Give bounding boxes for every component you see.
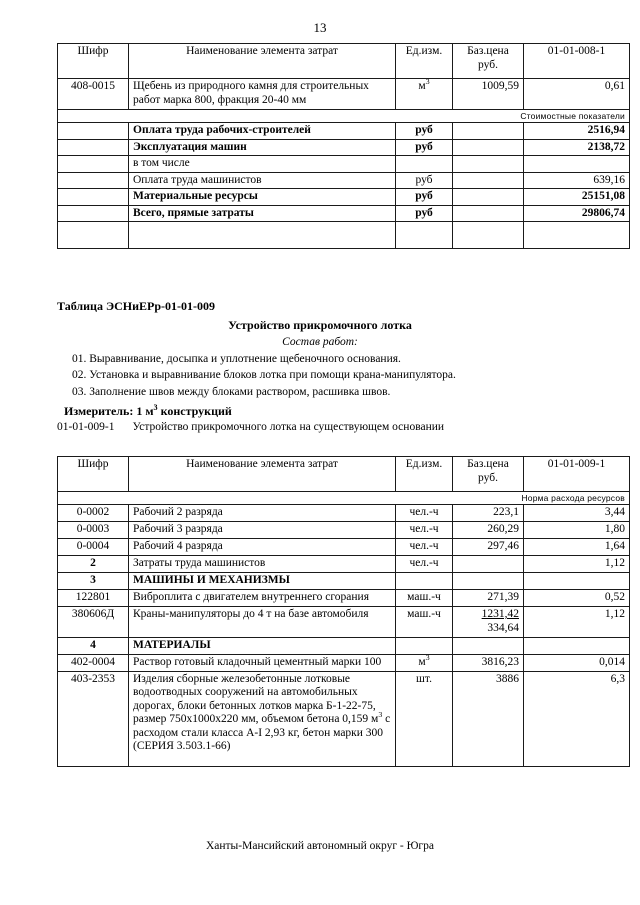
row-value: 0,014: [524, 654, 630, 671]
band-row-cost-indicators: [58, 110, 630, 123]
table-row-group-header: [58, 573, 630, 590]
header-price-line2: руб.: [478, 471, 498, 484]
summary-price: [453, 222, 524, 249]
band-label: Стоимостные показатели: [58, 110, 630, 123]
resources-table-009: [57, 456, 630, 767]
row-name: МАТЕРИАЛЫ: [129, 637, 396, 654]
header-price-line1: Баз.цена: [467, 45, 509, 57]
header-price-line1: Баз.цена: [467, 458, 509, 470]
row-code: 380606Д: [58, 607, 129, 638]
row-price: [453, 573, 524, 590]
header-price: [453, 457, 524, 492]
row-unit: маш.-ч: [396, 590, 453, 607]
row-value: 3,44: [524, 505, 630, 522]
table-009-intro: [0, 300, 640, 434]
summary-row-empty: [58, 222, 630, 249]
summary-row: [58, 172, 630, 189]
row-code: 0-0004: [58, 539, 129, 556]
row-value: 1,12: [524, 556, 630, 573]
row-unit: чел.-ч: [396, 505, 453, 522]
table-row: [58, 671, 630, 766]
summary-value: 2516,94: [524, 123, 630, 140]
row-value: 0,61: [524, 79, 630, 110]
summary-row: [58, 205, 630, 222]
header-code: Шифр: [58, 457, 129, 492]
table-row: [58, 79, 630, 110]
summary-value: [524, 222, 630, 249]
work-item: 02. Установка и выравнивание блоков лотка при помощи крана-манипулятора.: [72, 369, 456, 381]
summary-row: [58, 139, 630, 156]
header-value: 01-01-009-1: [524, 457, 630, 492]
summary-price: [453, 205, 524, 222]
row-name: Краны-манипуляторы до 4 т на базе автомобиля: [129, 607, 396, 638]
table-header-row: [58, 457, 630, 492]
row-price: 271,39: [453, 590, 524, 607]
row-price-secondary: 334,64: [487, 621, 519, 634]
row-code: 2: [58, 556, 129, 573]
row-code: 3: [58, 573, 129, 590]
row-code: 408-0015: [58, 79, 129, 110]
row-price: [453, 556, 524, 573]
table-row: [58, 522, 630, 539]
summary-code: [58, 205, 129, 222]
row-unit: [396, 79, 453, 110]
header-value: 01-01-008-1: [524, 44, 630, 79]
row-price: 1009,59: [453, 79, 524, 110]
table-row: [58, 607, 630, 638]
header-unit: Ед.изм.: [396, 44, 453, 79]
summary-code: [58, 123, 129, 140]
summary-name: Материальные ресурсы: [129, 189, 396, 206]
table-row: [58, 505, 630, 522]
summary-unit: руб: [396, 172, 453, 189]
izmeritel-tail: конструкций: [157, 404, 232, 418]
summary-code: [58, 189, 129, 206]
row-unit: [396, 573, 453, 590]
band-label: Норма расхода ресурсов: [58, 492, 630, 505]
row-code: 402-0004: [58, 654, 129, 671]
summary-name: Оплата труда рабочих-строителей: [129, 123, 396, 140]
summary-name: Всего, прямые затраты: [129, 205, 396, 222]
summary-unit: [396, 222, 453, 249]
row-code: 0-0003: [58, 522, 129, 539]
header-name: Наименование элемента затрат: [129, 457, 396, 492]
summary-name: [129, 222, 396, 249]
row-name: Изделия сборные железобетонные лотковые водоотводных сооружений на автомобильных дорогах, блоки бетонных лотков марка Б-1-22-75, размер 750х1000х220 мм, объемом бетона 0,159 $м^3$ с расходом стали класса А-I 2,93 кг, бетон марки 300 (СЕРИЯ 3.503.1-66): [129, 671, 396, 766]
row-price-primary: 1231,42: [481, 608, 519, 621]
summary-value: 2138,72: [524, 139, 630, 156]
header-code: Шифр: [58, 44, 129, 79]
summary-unit: руб: [396, 189, 453, 206]
row-value: [524, 637, 630, 654]
row-name: Затраты труда машинистов: [129, 556, 396, 573]
table-row: [58, 654, 630, 671]
page-footer: Ханты-Мансийский автономный округ - Югра: [205, 840, 435, 852]
row-unit: чел.-ч: [396, 539, 453, 556]
row-price: 3816,23: [453, 654, 524, 671]
row-price: 297,46: [453, 539, 524, 556]
summary-price: [453, 172, 524, 189]
row-value: [524, 573, 630, 590]
page-number: 13: [313, 20, 327, 35]
row-price: 223,1: [453, 505, 524, 522]
header-unit: Ед.изм.: [396, 457, 453, 492]
row-unit-base: м: [418, 655, 426, 668]
table-row-group-header: [58, 637, 630, 654]
summary-code: [58, 139, 129, 156]
summary-price: [453, 189, 524, 206]
summary-value: 639,16: [524, 172, 630, 189]
summary-name: Оплата труда машинистов: [129, 172, 396, 189]
summary-price: [453, 156, 524, 173]
row-unit: чел.-ч: [396, 522, 453, 539]
summary-unit: руб: [396, 123, 453, 140]
header-price-line2: руб.: [478, 58, 498, 71]
row-price: [453, 637, 524, 654]
row-code: 0-0002: [58, 505, 129, 522]
table-row: [58, 556, 630, 573]
band-row-resource-norm: [58, 492, 630, 505]
row-name: Рабочий 2 разряда: [129, 505, 396, 522]
header-name: Наименование элемента затрат: [129, 44, 396, 79]
norm-code-title: Устройство прикромочного лотка на существующем основании: [132, 421, 445, 433]
row-name: Рабочий 4 разряда: [129, 539, 396, 556]
row-unit: шт.: [396, 671, 453, 766]
row-value: 1,12: [524, 607, 630, 638]
costs-table-008: [57, 43, 630, 249]
row-unit-sup: 3: [425, 652, 430, 662]
row-unit: чел.-ч: [396, 556, 453, 573]
izmeritel-sup: 3: [153, 403, 158, 412]
row-name: Виброплита с двигателем внутреннего сгорания: [129, 590, 396, 607]
row-name: Рабочий 3 разряда: [129, 522, 396, 539]
row-value: 0,52: [524, 590, 630, 607]
row-price: [453, 607, 524, 638]
table-row: [58, 590, 630, 607]
row-name: Щебень из природного камня для строительных работ марка 800, фракция 20-40 мм: [129, 79, 396, 110]
row-price: 260,29: [453, 522, 524, 539]
sostav-label: Состав работ:: [282, 336, 358, 348]
norm-code-line: [57, 422, 640, 434]
table-title: Устройство прикромочного лотка: [228, 318, 412, 332]
row-price: 3886: [453, 671, 524, 766]
summary-name: в том числе: [129, 156, 396, 173]
row-name: МАШИНЫ И МЕХАНИЗМЫ: [129, 573, 396, 590]
row-value: 1,80: [524, 522, 630, 539]
table-header-row: [58, 44, 630, 79]
table-label: Таблица ЭСНиЕРр-01-01-009: [57, 299, 216, 313]
summary-code: [58, 222, 129, 249]
summary-price: [453, 139, 524, 156]
row-value: 6,3: [524, 671, 630, 766]
summary-name: Эксплуатация машин: [129, 139, 396, 156]
work-item: 03. Заполнение швов между блоками раствором, расшивка швов.: [72, 385, 391, 398]
summary-value: 25151,08: [524, 189, 630, 206]
header-price: [453, 44, 524, 79]
summary-row: [58, 123, 630, 140]
row-unit: маш.-ч: [396, 607, 453, 638]
row-code: 4: [58, 637, 129, 654]
table-row: [58, 539, 630, 556]
work-item: 01. Выравнивание, досыпка и уплотнение щебеночного основания.: [72, 352, 401, 365]
row-code: 403-2353: [58, 671, 129, 766]
summary-unit: [396, 156, 453, 173]
summary-unit: руб: [396, 205, 453, 222]
summary-unit: руб: [396, 139, 453, 156]
row-value: 1,64: [524, 539, 630, 556]
izmeritel-line: [64, 403, 640, 422]
row-unit-sup: 3: [425, 77, 430, 87]
row-name: Раствор готовый кладочный цементный марки 100: [129, 654, 396, 671]
norm-code: 01-01-009-1: [57, 421, 115, 433]
summary-code: [58, 156, 129, 173]
summary-value: 29806,74: [524, 205, 630, 222]
row-unit: [396, 637, 453, 654]
summary-code: [58, 172, 129, 189]
summary-price: [453, 123, 524, 140]
izmeritel-label: Измеритель: 1 м: [64, 404, 154, 418]
summary-row: [58, 189, 630, 206]
row-unit-base: м: [418, 80, 426, 92]
row-code: 122801: [58, 590, 129, 607]
summary-row: [58, 156, 630, 173]
summary-value: [524, 156, 630, 173]
row-unit: [396, 654, 453, 671]
